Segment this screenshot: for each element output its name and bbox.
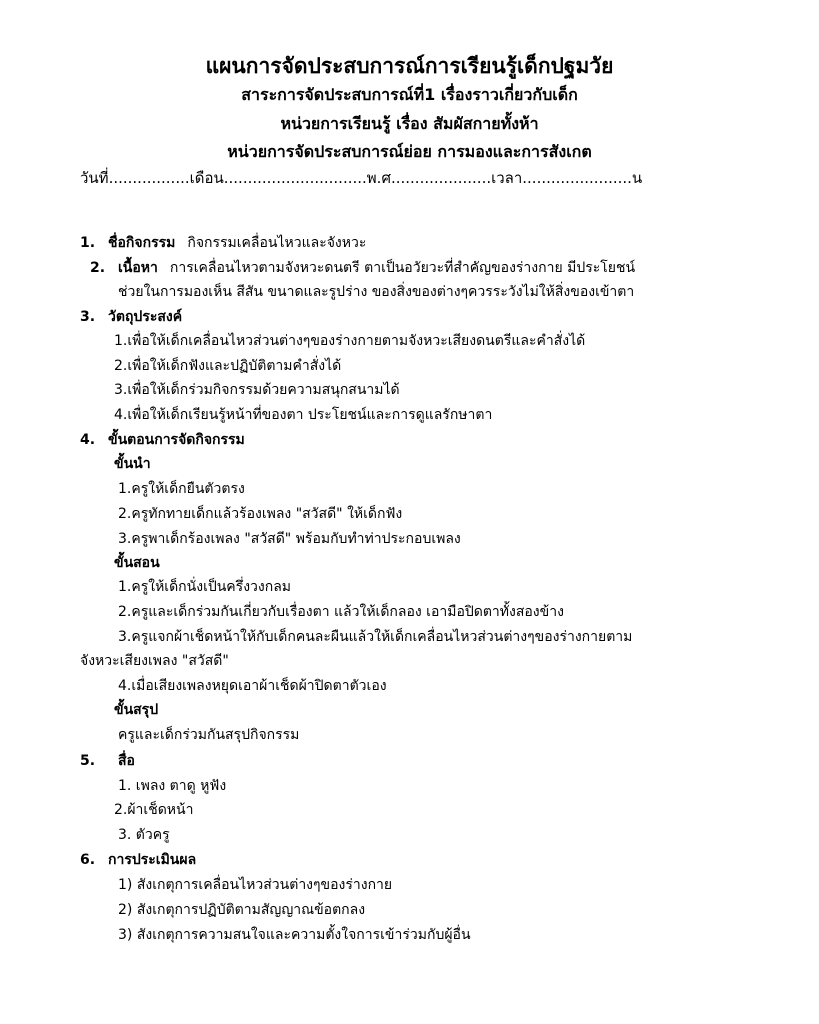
unit-heading: หน่วยการเรียนรู้ เรื่อง สัมผัสกายทั้งห้า [280,114,539,133]
teach-step: 1.ครูให้เด็กนั่งเป็นครึ่งวงกลม [118,579,292,595]
summary-stage-label: ขั้นสรุป [114,702,159,718]
media-item: 3. ตัวครู [118,827,170,843]
objective-item: 1.เพื่อให้เด็กเคลื่อนไหวส่วนต่างๆของร่างกายตามจังหวะเสียงดนตรีและคำสั่งได้ [114,333,586,349]
teach-step: 2.ครูและเด็กร่วมกันเกี่ยวกับเรื่องตา แล้วให้เด็กลอง เอามือปิดตาทั้งสองข้าง [118,604,564,620]
section-evaluation [80,850,196,870]
objective-item: 4.เพื่อให้เด็กเรียนรู้หน้าที่ของตา ประโยชน์และการดูแลรักษาตา [114,407,493,423]
teach-stage-label: ขั้นสอน [114,555,160,571]
intro-stage-label: ขั้นนำ [114,456,151,472]
summary-step: ครูและเด็กร่วมกันสรุปกิจกรรม [118,727,300,743]
teach-step: 4.เมื่อเสียงเพลงหยุดเอาผ้าเช็ดผ้าปิดตาตัวเอง [118,678,387,694]
section-procedure [80,430,245,450]
section-content-continued: ช่วยในการมองเห็น สีสัน ขนาดและรูปร่าง ของสิ่งของต่างๆควรระวังไม่ให้สิ่งของเข้าตา [118,284,635,300]
objective-item: 3.เพื่อให้เด็กร่วมกิจกรรมด้วยความสนุกสนามได้ [114,382,400,398]
evaluation-item: 3) สังเกตุการความสนใจและความตั้งใจการเข้าร่วมกับผู้อื่น [118,927,471,943]
section-label: ขั้นตอนการจัดกิจกรรม [108,432,245,448]
section-text: กิจกรรมเคลื่อนไหวและจังหวะ [187,235,367,251]
section-activity-name [80,233,366,253]
section-label: วัตถุประสงค์ [108,309,183,325]
evaluation-item: 1) สังเกตุการเคลื่อนไหวส่วนต่างๆของร่างกาย [118,877,393,893]
document-title: แผนการจัดประสบการณ์การเรียนรู้เด็กปฐมวัย [205,54,614,78]
intro-step: 1.ครูให้เด็กยืนตัวตรง [118,481,245,497]
evaluation-item: 2) สังเกตุการปฏิบัติตามสัญญาณข้อตกลง [118,902,366,918]
media-item: 2.ผ้าเช็ดหน้า [114,802,194,818]
section-number: 1. [80,235,96,251]
section-label: เนื้อหา [118,260,158,276]
subunit-heading: หน่วยการจัดประสบการณ์ย่อย การมองและการสังเกต [227,142,592,161]
teach-step: 3.ครูแจกผ้าเช็ดหน้าให้กับเด็กคนละผืนแล้วให้เด็กเคลื่อนไหวส่วนต่างๆของร่างกายตาม [118,629,633,645]
section-number: 5. [80,753,96,769]
section-media [80,751,135,771]
intro-step: 3.ครูพาเด็กร้องเพลง "สวัสดี" พร้อมกับทำท่าประกอบเพลง [118,531,461,547]
section-label: สื่อ [118,753,135,769]
section-number: 3. [80,309,96,325]
section-text: การเคลื่อนไหวตามจังหวะดนตรี ตาเป็นอวัยวะที่สำคัญของร่างกาย มีประโยชน์ [169,260,636,276]
section-objectives [80,307,182,327]
section-content [90,258,635,278]
section-label: การประเมินผล [108,852,197,868]
subject-heading: สาระการจัดประสบการณ์ที่1 เรื่องราวเกี่ยวกับเด็ก [241,85,578,104]
section-number: 2. [90,260,106,276]
section-label: ชื่อกิจกรรม [108,235,176,251]
teach-step-continued: จังหวะเสียงเพลง "สวัสดี" [80,653,229,669]
media-item: 1. เพลง ตาดู หูฟัง [118,778,227,794]
date-line: วันที่.................เดือน..............................พ.ศ.....................เวลา.......................น [80,169,643,187]
intro-step: 2.ครูทักทายเด็กแล้วร้องเพลง "สวัสดี" ให้เด็กฟัง [118,506,403,522]
section-number: 6. [80,852,96,868]
objective-item: 2.เพื่อให้เด็กฟังและปฏิบัติตามคำสั่งได้ [114,358,342,374]
section-number: 4. [80,432,96,448]
